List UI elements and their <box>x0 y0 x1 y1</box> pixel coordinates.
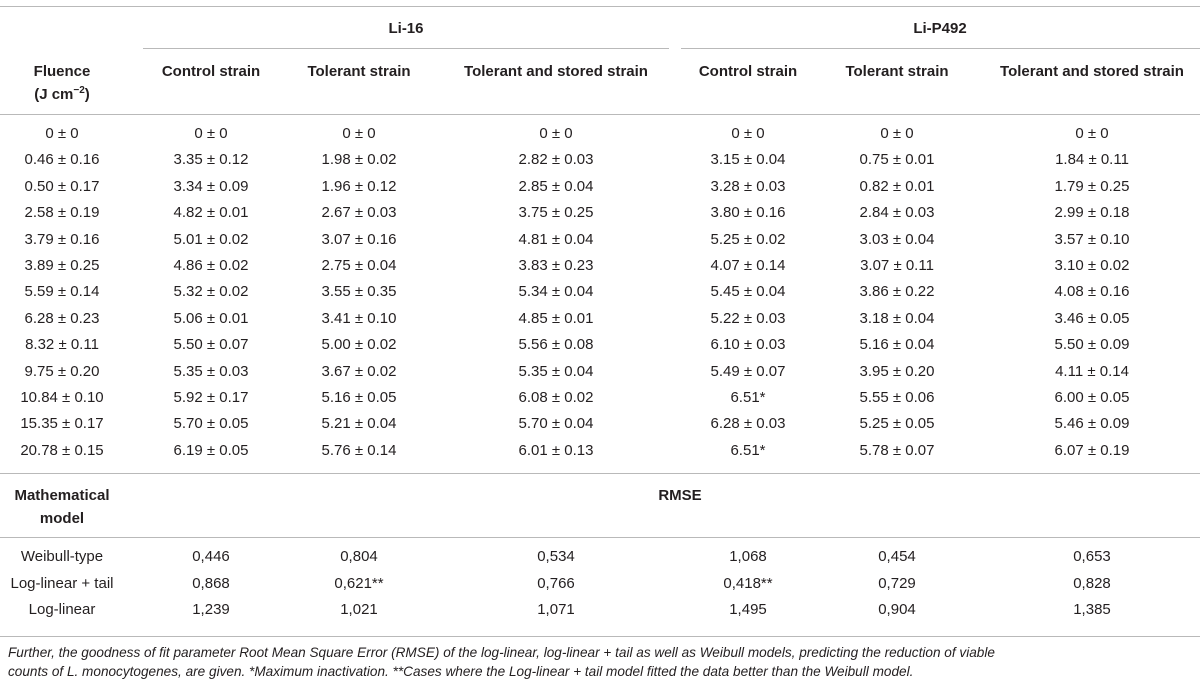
rmse-cell: 0,418** <box>723 575 773 592</box>
table-cell: 3.55 ± 0.35 <box>321 283 397 300</box>
table-cell: 0 ± 0 <box>880 125 914 142</box>
table-cell: 5.35 ± 0.03 <box>173 363 249 380</box>
rmse-cell: 1,239 <box>192 601 230 618</box>
table-cell: 6.51* <box>730 442 766 459</box>
fluence-cell: 9.75 ± 0.20 <box>24 363 100 380</box>
rmse-cell: 1,071 <box>537 601 575 618</box>
table-cell: 4.08 ± 0.16 <box>1054 283 1130 300</box>
model-header: Mathematical <box>14 487 110 504</box>
fluence-unit: (J $cm^{-2}$) <box>34 85 90 103</box>
table-cell: 1.79 ± 0.25 <box>1054 178 1130 195</box>
table-cell: 4.81 ± 0.04 <box>518 231 594 248</box>
fluence-cell: 8.32 ± 0.11 <box>25 336 99 353</box>
rmse-cell: 0,904 <box>878 601 916 618</box>
table-cell: 6.07 ± 0.19 <box>1054 442 1130 459</box>
table-cell: 5.06 ± 0.01 <box>173 310 249 327</box>
table-cell: 3.15 ± 0.04 <box>710 151 786 168</box>
fluence-cell: 2.58 ± 0.19 <box>24 204 100 221</box>
data-bottom-rule <box>0 473 1200 474</box>
table-cell: 3.41 ± 0.10 <box>321 310 397 327</box>
table-cell: 5.92 ± 0.17 <box>173 389 249 406</box>
model-name-cell: Weibull-type <box>20 548 104 565</box>
table-cell: 5.32 ± 0.02 <box>173 283 249 300</box>
table-cell: 2.75 ± 0.04 <box>321 257 397 274</box>
table-cell: 5.01 ± 0.02 <box>173 231 249 248</box>
column-header: Control strain <box>698 63 798 80</box>
table-cell: 5.49 ± 0.07 <box>710 363 786 380</box>
table-cell: 6.08 ± 0.02 <box>518 389 594 406</box>
table-cell: 3.10 ± 0.02 <box>1054 257 1130 274</box>
table-cell: 6.19 ± 0.05 <box>173 442 249 459</box>
table-cell: 6.51* <box>730 389 766 406</box>
rmse-cell: 0,653 <box>1073 548 1111 565</box>
lip492-group-rule <box>681 48 1200 49</box>
fluence-cell: 6.28 ± 0.23 <box>24 310 100 327</box>
table-cell: 1.84 ± 0.11 <box>1055 151 1129 168</box>
table-cell: 5.45 ± 0.04 <box>710 283 786 300</box>
table-cell: 4.11 ± 0.14 <box>1055 363 1129 380</box>
column-header: Tolerant strain <box>307 63 411 80</box>
rmse-cell: 0,729 <box>878 575 916 592</box>
table-cell: 5.55 ± 0.06 <box>859 389 935 406</box>
rmse-cell: 1,068 <box>729 548 767 565</box>
rmse-cell: 0,446 <box>192 548 230 565</box>
table-cell: 5.16 ± 0.04 <box>859 336 935 353</box>
model-header-rule <box>0 537 1200 538</box>
table-cell: 5.50 ± 0.09 <box>1054 336 1130 353</box>
table-cell: 5.35 ± 0.04 <box>518 363 594 380</box>
fluence-cell: 0.46 ± 0.16 <box>24 151 100 168</box>
table-cell: 5.25 ± 0.02 <box>710 231 786 248</box>
table-cell: 6.01 ± 0.13 <box>518 442 594 459</box>
model-name-cell: Log-linear <box>28 601 96 618</box>
fluence-header: Fluence <box>33 63 91 80</box>
table-cell: 0 ± 0 <box>731 125 765 142</box>
table-cell: 3.28 ± 0.03 <box>710 178 786 195</box>
model-header-line2: model <box>39 510 85 527</box>
table-cell: 3.34 ± 0.09 <box>173 178 249 195</box>
rmse-cell: 0,454 <box>878 548 916 565</box>
table-cell: 3.18 ± 0.04 <box>859 310 935 327</box>
model-name-cell: Log-linear + tail <box>10 575 114 592</box>
table-cell: 4.07 ± 0.14 <box>710 257 786 274</box>
table-cell: 4.85 ± 0.01 <box>518 310 594 327</box>
fluence-cell: 5.59 ± 0.14 <box>24 283 100 300</box>
li16-group-rule <box>143 48 669 49</box>
table-cell: 3.35 ± 0.12 <box>173 151 249 168</box>
table-cell: 0 ± 0 <box>342 125 376 142</box>
table-cell: 2.67 ± 0.03 <box>321 204 397 221</box>
column-header: Tolerant and stored strain <box>464 63 648 80</box>
table-cell: 5.50 ± 0.07 <box>173 336 249 353</box>
table-cell: 0 ± 0 <box>539 125 573 142</box>
rmse-cell: 0,534 <box>537 548 575 565</box>
table-cell: 1.96 ± 0.12 <box>321 178 397 195</box>
table-cell: 6.00 ± 0.05 <box>1054 389 1130 406</box>
table-cell: 3.07 ± 0.16 <box>321 231 397 248</box>
header-bottom-rule <box>0 114 1200 115</box>
table-cell: 6.28 ± 0.03 <box>710 415 786 432</box>
table-cell: 5.00 ± 0.02 <box>321 336 397 353</box>
table-cell: 3.67 ± 0.02 <box>321 363 397 380</box>
rmse-cell: 0,828 <box>1073 575 1111 592</box>
table-cell: 0.75 ± 0.01 <box>859 151 935 168</box>
table-cell: 0 ± 0 <box>1075 125 1109 142</box>
rmse-cell: 0,868 <box>192 575 230 592</box>
fluence-cell: 3.89 ± 0.25 <box>24 257 100 274</box>
rmse-cell: 1,495 <box>729 601 767 618</box>
table-cell: 5.34 ± 0.04 <box>518 283 594 300</box>
rmse-cell: 0,766 <box>537 575 575 592</box>
table-cell: 5.76 ± 0.14 <box>321 442 397 459</box>
fluence-cell: 0.50 ± 0.17 <box>24 178 100 195</box>
top-rule <box>0 6 1200 7</box>
table-cell: 0.82 ± 0.01 <box>859 178 935 195</box>
table-caption <box>8 643 1192 681</box>
table-cell: 5.56 ± 0.08 <box>518 336 594 353</box>
table-cell: 3.07 ± 0.11 <box>860 257 934 274</box>
fluence-cell: 20.78 ± 0.15 <box>20 442 104 459</box>
table-cell: 5.78 ± 0.07 <box>859 442 935 459</box>
table-cell: 4.86 ± 0.02 <box>173 257 249 274</box>
caption-line-1: Further, the goodness of fit parameter Root Mean Square Error (RMSE) of the log-linear, log-linear + tail as well as Weibull models, predicting the reduction of viable <box>8 645 995 660</box>
table-cell: 4.82 ± 0.01 <box>173 204 249 221</box>
table-cell: 6.10 ± 0.03 <box>710 336 786 353</box>
table-cell: 3.86 ± 0.22 <box>859 283 935 300</box>
table-cell: 5.25 ± 0.05 <box>859 415 935 432</box>
table-cell: 2.99 ± 0.18 <box>1054 204 1130 221</box>
rmse-cell: 1,021 <box>340 601 378 618</box>
table-cell: 3.46 ± 0.05 <box>1054 310 1130 327</box>
table-cell: 3.83 ± 0.23 <box>518 257 594 274</box>
fluence-cell: 3.79 ± 0.16 <box>24 231 100 248</box>
table-cell: 5.16 ± 0.05 <box>321 389 397 406</box>
table-cell: 1.98 ± 0.02 <box>321 151 397 168</box>
table-cell: 5.70 ± 0.04 <box>518 415 594 432</box>
table-cell: 3.95 ± 0.20 <box>859 363 935 380</box>
group-header-lip492: Li-P492 <box>913 20 967 37</box>
caption-line-2: counts of L. monocytogenes, are given. *Maximum inactivation. **Cases where the Log-linear + tail model fitted the data better than the Weibull model. <box>8 664 914 679</box>
table-cell: 5.46 ± 0.09 <box>1054 415 1130 432</box>
rmse-cell: 1,385 <box>1073 601 1111 618</box>
table-cell: 5.70 ± 0.05 <box>173 415 249 432</box>
table-cell: 0 ± 0 <box>194 125 228 142</box>
rmse-cell: 0,804 <box>340 548 378 565</box>
column-header: Tolerant and stored strain <box>1000 63 1184 80</box>
rmse-header: RMSE <box>658 487 702 504</box>
table-cell: 3.03 ± 0.04 <box>859 231 935 248</box>
rmse-cell: 0,621** <box>334 575 384 592</box>
table-cell: 3.80 ± 0.16 <box>710 204 786 221</box>
table-cell: 5.22 ± 0.03 <box>710 310 786 327</box>
table-cell: 5.21 ± 0.04 <box>321 415 397 432</box>
fluence-cell: 15.35 ± 0.17 <box>20 415 104 432</box>
fluence-cell: 0 ± 0 <box>45 125 79 142</box>
group-header-li16: Li-16 <box>388 20 424 37</box>
column-header: Tolerant strain <box>845 63 949 80</box>
table-bottom-rule <box>0 636 1200 637</box>
column-header: Control strain <box>161 63 261 80</box>
table-cell: 2.85 ± 0.04 <box>518 178 594 195</box>
table-cell: 3.57 ± 0.10 <box>1054 231 1130 248</box>
table-cell: 3.75 ± 0.25 <box>518 204 594 221</box>
table-cell: 2.84 ± 0.03 <box>859 204 935 221</box>
table-cell: 2.82 ± 0.03 <box>518 151 594 168</box>
fluence-cell: 10.84 ± 0.10 <box>20 389 104 406</box>
